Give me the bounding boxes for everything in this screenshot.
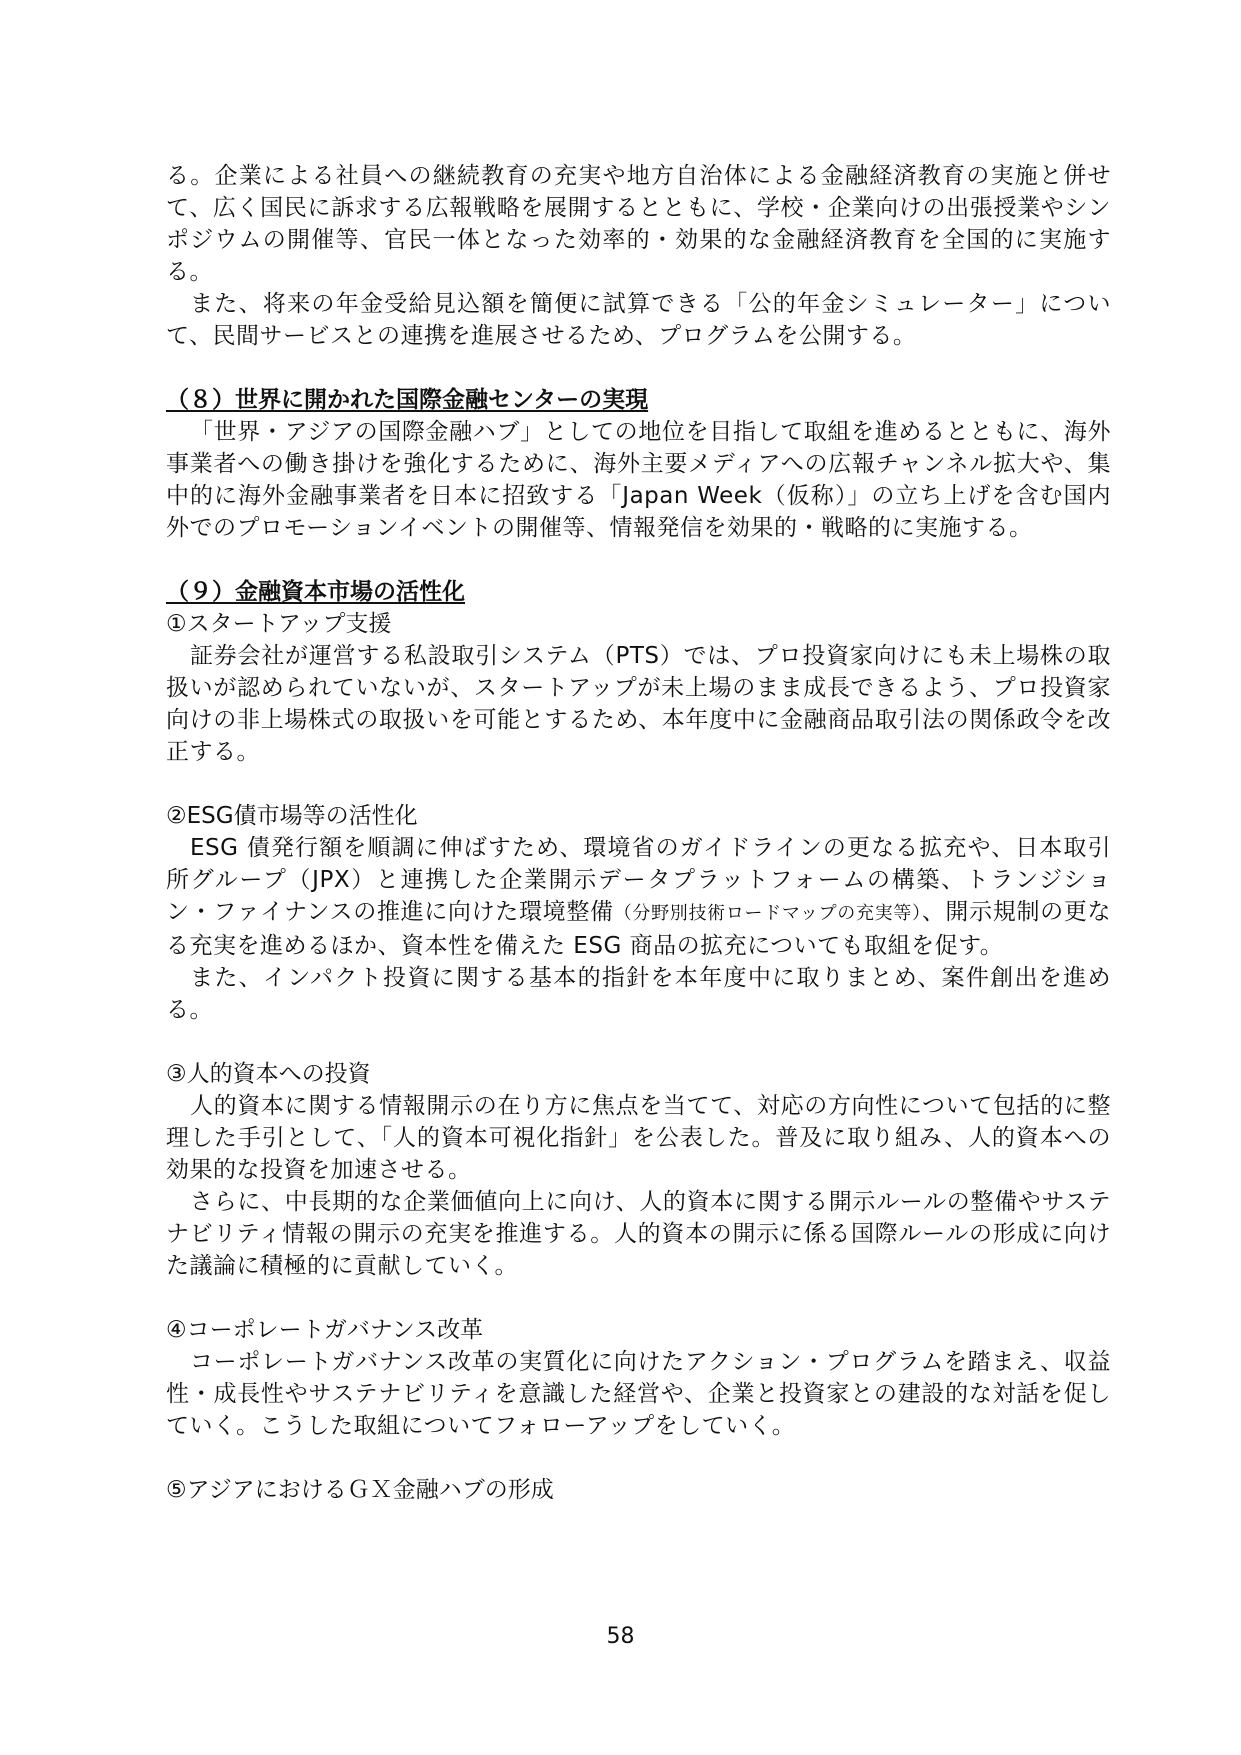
subsection-title: ③人的資本への投資 xyxy=(166,1061,371,1087)
paragraph: る。企業による社員への継続教育の充実や地方自治体による金融経済教育の実施と併せて、広く国民に訴求する広報戦略を展開するとともに、学校・企業向けの出張授業やシンポジウムの開催等、官民一体となった効率的・効果的な金融経済教育を全国的に実施する。 xyxy=(166,163,1111,285)
spacer xyxy=(166,352,1111,384)
paragraph: また、インパクト投資に関する基本的指針を本年度中に取りまとめ、案件創出を進める。 xyxy=(166,965,1111,1023)
paragraph-text: ESG 債発行額を順調に伸ばすため、環境省のガイドラインの更なる拡充や、日本取引所グループ（JPX）と連携した企業開示データプラットフォームの構築、トランジション・ファイナンスの推進に向けた環境整備 xyxy=(166,835,1111,925)
paragraph xyxy=(166,832,1111,962)
paragraph: 証券会社が運営する私設取引システム（PTS）では、プロ投資家向けにも未上場株の取扱いが認められていないが、スタートアップが未上場のまま成長できるよう、プロ投資家向けの非上場株式の取扱いを可能とするため、本年度中に金融商品取引法の関係政令を改正する。 xyxy=(166,643,1111,765)
spacer xyxy=(166,768,1111,800)
spacer xyxy=(166,544,1111,576)
subsection-title: ②ESG債市場等の活性化 xyxy=(166,803,418,829)
section-heading-8: （８）世界に開かれた国際金融センターの実現 xyxy=(166,387,649,413)
page-number: 58 xyxy=(606,1624,635,1649)
paragraph: コーポレートガバナンス改革の実質化に向けたアクション・プログラムを踏まえ、収益性・成長性やサステナビリティを意識した経営や、企業と投資家との建設的な対話を促していく。こうした取組についてフォローアップをしていく。 xyxy=(166,1349,1111,1439)
paragraph: さらに、中長期的な企業価値向上に向け、人的資本に関する開示ルールの整備やサステナビリティ情報の開示の充実を推進する。人的資本の開示に係る国際ルールの形成に向けた議論に積極的に貢献していく。 xyxy=(166,1189,1111,1279)
subsection-title: ⑤アジアにおけるＧＸ金融ハブの形成 xyxy=(166,1477,554,1503)
section-heading-9: （９）金融資本市場の活性化 xyxy=(166,579,465,605)
paragraph-small-text: （分野別技術ロードマップの充実等） xyxy=(613,903,922,924)
spacer xyxy=(166,1442,1111,1474)
document-body xyxy=(166,160,1111,1506)
subsection-title: ④コーポレートガバナンス改革 xyxy=(166,1317,484,1343)
spacer xyxy=(166,1026,1111,1058)
paragraph: また、将来の年金受給見込額を簡便に試算できる「公的年金シミュレーター」について、民間サービスとの連携を進展させるため、プログラムを公開する。 xyxy=(166,291,1111,349)
paragraph: 「世界・アジアの国際金融ハブ」としての地位を目指して取組を進めるとともに、海外事業者への働き掛けを強化するために、海外主要メディアへの広報チャンネル拡大や、集中的に海外金融事業者を日本に招致する「Japan Week（仮称）」の立ち上げを含む国内外でのプロモーションイベントの開催等、情報発信を効果的・戦略的に実施する。 xyxy=(166,419,1111,541)
paragraph-text: 、開示規制の更なる充実を進めるほか、資本性を備えた ESG 商品の拡充についても取組を促す。 xyxy=(166,899,1112,959)
paragraph: 人的資本に関する情報開示の在り方に焦点を当てて、対応の方向性について包括的に整理した手引として、「人的資本可視化指針」を公表した。普及に取り組み、人的資本への効果的な投資を加速させる。 xyxy=(166,1093,1111,1183)
subsection-title: ①スタートアップ支援 xyxy=(166,611,392,637)
spacer xyxy=(166,1282,1111,1314)
